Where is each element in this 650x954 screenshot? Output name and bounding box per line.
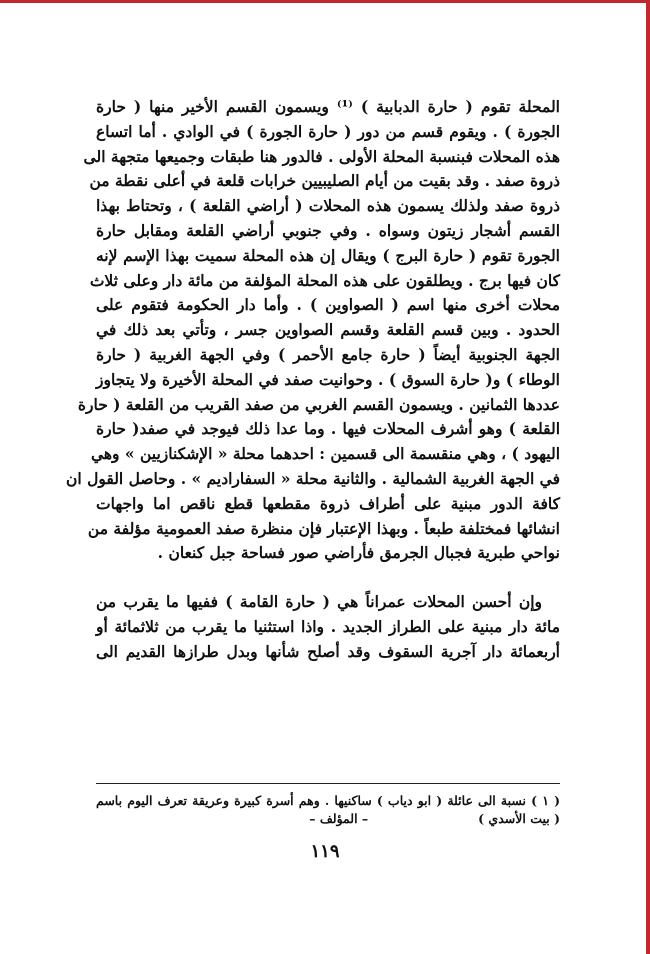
footnote-line: ( بيت الأسدي ) <box>478 811 560 826</box>
page-body <box>66 95 560 665</box>
footnote-line: ( ١ ) نسبة الى عائلة ( ابو دياب ) ساكنيها . وهم أسرة كبيرة وعريقة تعرف اليوم باسم <box>96 793 560 808</box>
text-line: وإن أحسن المحلات عمراناً هي ( حارة القامة ) ففيها ما يقرب من <box>96 592 542 612</box>
text-line: ذروة صفد ولذلك يسمون هذه المحلات ( أراضي القلعة ) ، وتحتاط بهذا <box>96 196 560 216</box>
text-line: ذروة صفد . وقد بقيت من أيام الصليبيين خرابات قلعة في أعلى نقطة من <box>89 171 560 191</box>
text-line: المحلة تقوم ( حارة الدبابية ) ⁽¹⁾ ويسمون القسم الأخير منها ( حارة <box>96 97 560 116</box>
text-line: الجهة الجنوبية أيضاً ( حارة جامع الأحمر ) وفي الجهة الغربية ( حارة <box>96 344 560 364</box>
paragraph-1 <box>66 95 560 566</box>
text-line: كافة الدور مبنية على أطراف ذروة مقطعها قطع ناقص اما واجهات <box>96 493 560 513</box>
text-line: الوطاء ) و( حارة السوق ) . وحوانيت صفد في المحلة الأخيرة ولا يتجاوز <box>96 369 560 389</box>
footnote <box>96 791 560 826</box>
text-line: الجورة تقوم ( حارة البرج ) ويقال إن هذه المحلة سميت بهذا الإسم لإنه <box>96 245 560 265</box>
text-line: عددها الثمانين . ويسمون القسم الغربي من صفد القريب من القلعة ( حارة <box>77 394 560 414</box>
text-line: القسم أشجار زيتون وسواه . وفي جنوبي أراضي القلعة ومقابل حارة <box>96 220 560 240</box>
text-line: هذه المحلات فبنسبة المحلة الأولى . فالدور هنا طبقات وجميعها متجهة الى <box>83 146 560 166</box>
text-line: الحدود . وبين قسم القلعة وقسم الصواوين جسر ، وتأتي بعد ذلك في <box>96 320 560 340</box>
footnote-divider <box>96 783 560 784</box>
paragraph-2 <box>96 590 560 664</box>
text-line: نواحي طبرية فجبال الجرمق فأراضي صور فساحة جبل كنعان . <box>157 543 560 563</box>
text-line: انشائها فمختلفة طبعاً . وبهذا الإعتبار فإن منظرة صفد العمومية مؤلفة من <box>87 518 560 538</box>
text-line: الجورة ) . ويقوم قسم من دور ( حارة الجورة ) في الوادي . أما اتساع <box>96 121 560 141</box>
text-line: مائة دار مبنية على الطراز الجديد . واذا استثنيا ما يقرب من ثلاثمائة أو <box>96 616 560 636</box>
page-number: ١١٩ <box>310 841 340 862</box>
text-line: اليهود ) ، وهي منقسمة الى قسمين : احدهما محلة « الإشكنازيين » وهي <box>90 444 560 464</box>
text-line: أربعمائة دار آجرية السقوف وقد أصلح شأنها وبدل طرازها القديم الى <box>96 641 560 661</box>
text-line: كان فيها برج . ويطلقون على هذه المحلة المؤلفة من مائة دار وعلى ثلاث <box>89 270 560 290</box>
footnote-author: – المؤلف – <box>309 811 369 826</box>
text-line: في الجهة الغربية الشمالية . والثانية محلة « السفاراديم » . وحاصل القول ان <box>66 468 560 488</box>
text-line: القلعة ) وهو أشرف المحلات فيها . وما عدا ذلك فيوجد في صفد( حارة <box>96 419 560 439</box>
text-line: محلات أخرى منها اسم ( الصواوين ) . وأما دار الحكومة فتقوم على <box>96 295 560 315</box>
